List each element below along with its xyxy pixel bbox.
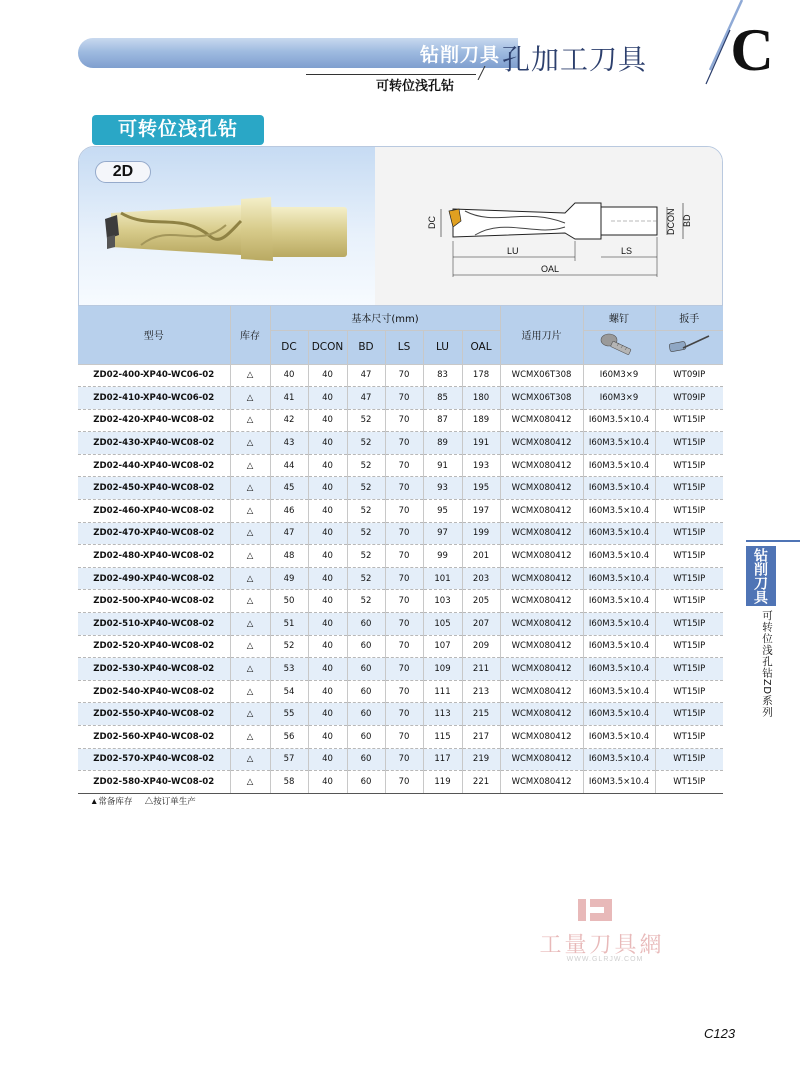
table-cell: 40 xyxy=(308,658,347,681)
table-cell: 70 xyxy=(385,567,423,590)
table-cell: WT15IP xyxy=(655,409,723,432)
table-cell: 40 xyxy=(270,364,308,387)
table-cell: 70 xyxy=(385,364,423,387)
dim-label-lu: LU xyxy=(507,246,519,256)
table-cell: 107 xyxy=(423,635,462,658)
drill-photo-icon xyxy=(101,191,361,271)
table-row xyxy=(78,500,723,523)
table-cell: 40 xyxy=(308,590,347,613)
table-cell: 53 xyxy=(270,658,308,681)
table-cell: 52 xyxy=(347,567,385,590)
table-cell: ZD02-540-XP40-WC08-02 xyxy=(78,680,230,703)
table-cell: WT15IP xyxy=(655,454,723,477)
table-cell: WT15IP xyxy=(655,613,723,636)
table-cell: 70 xyxy=(385,432,423,455)
table-row xyxy=(78,522,723,545)
table-cell: △ xyxy=(230,522,270,545)
table-cell: 70 xyxy=(385,500,423,523)
table-cell: 70 xyxy=(385,454,423,477)
table-cell: ZD02-410-XP40-WC06-02 xyxy=(78,387,230,410)
table-cell: 70 xyxy=(385,590,423,613)
legend-in-stock: ▲常备库存 xyxy=(90,796,133,806)
table-cell: 52 xyxy=(347,590,385,613)
depth-badge: 2D xyxy=(95,161,151,183)
table-cell: 51 xyxy=(270,613,308,636)
dimension-diagram-area xyxy=(375,147,723,306)
table-cell: 40 xyxy=(308,748,347,771)
table-row xyxy=(78,703,723,726)
table-cell: I60M3.5×10.4 xyxy=(583,545,655,568)
table-cell: 209 xyxy=(462,635,500,658)
table-cell: 211 xyxy=(462,658,500,681)
table-cell: 70 xyxy=(385,613,423,636)
table-cell: 97 xyxy=(423,522,462,545)
table-cell: 52 xyxy=(347,545,385,568)
table-cell: 99 xyxy=(423,545,462,568)
table-cell: 56 xyxy=(270,726,308,749)
table-cell: 189 xyxy=(462,409,500,432)
table-cell: △ xyxy=(230,387,270,410)
table-cell: 70 xyxy=(385,409,423,432)
col-header-bd: BD xyxy=(347,330,385,364)
table-cell: 70 xyxy=(385,545,423,568)
table-cell: 70 xyxy=(385,680,423,703)
table-cell: 47 xyxy=(347,387,385,410)
table-cell: △ xyxy=(230,364,270,387)
stock-legend xyxy=(90,795,290,809)
table-cell: 178 xyxy=(462,364,500,387)
table-cell: 52 xyxy=(347,500,385,523)
product-spec-table xyxy=(78,306,723,794)
table-cell: 40 xyxy=(308,680,347,703)
table-cell: 40 xyxy=(308,703,347,726)
table-cell: 111 xyxy=(423,680,462,703)
table-cell: 60 xyxy=(347,771,385,794)
table-cell: I60M3.5×10.4 xyxy=(583,522,655,545)
table-cell: 43 xyxy=(270,432,308,455)
screw-icon-cell xyxy=(583,330,655,364)
table-cell: 52 xyxy=(347,522,385,545)
table-cell: 103 xyxy=(423,590,462,613)
table-cell: 180 xyxy=(462,387,500,410)
col-header-dc: DC xyxy=(270,330,308,364)
header-subtitle: 可转位浅孔钻 xyxy=(376,78,455,93)
table-cell: ZD02-420-XP40-WC08-02 xyxy=(78,409,230,432)
col-header-oal: OAL xyxy=(462,330,500,364)
table-cell: 60 xyxy=(347,658,385,681)
table-row xyxy=(78,771,723,794)
table-cell: △ xyxy=(230,409,270,432)
table-cell: WCMX080412 xyxy=(500,522,583,545)
table-cell: WT09IP xyxy=(655,387,723,410)
table-cell: 70 xyxy=(385,387,423,410)
table-cell: 50 xyxy=(270,590,308,613)
table-cell: WCMX080412 xyxy=(500,748,583,771)
table-cell: 42 xyxy=(270,409,308,432)
table-cell: △ xyxy=(230,500,270,523)
table-cell: 70 xyxy=(385,771,423,794)
watermark-logo-icon xyxy=(576,895,616,925)
table-cell: 213 xyxy=(462,680,500,703)
table-cell: ZD02-470-XP40-WC08-02 xyxy=(78,522,230,545)
table-cell: WCMX080412 xyxy=(500,477,583,500)
table-cell: WCMX080412 xyxy=(500,771,583,794)
table-cell: 60 xyxy=(347,680,385,703)
table-cell: 195 xyxy=(462,477,500,500)
table-cell: WCMX080412 xyxy=(500,658,583,681)
table-row xyxy=(78,409,723,432)
table-cell: 40 xyxy=(308,409,347,432)
table-cell: WT15IP xyxy=(655,567,723,590)
table-cell: WCMX080412 xyxy=(500,613,583,636)
table-row xyxy=(78,748,723,771)
table-cell: 40 xyxy=(308,500,347,523)
table-cell: △ xyxy=(230,545,270,568)
table-cell: 52 xyxy=(347,409,385,432)
table-cell: 40 xyxy=(308,613,347,636)
table-cell: I60M3.5×10.4 xyxy=(583,454,655,477)
table-cell: △ xyxy=(230,454,270,477)
col-header-dcon: DCON xyxy=(308,330,347,364)
chapter-letter: C xyxy=(730,17,774,83)
table-row xyxy=(78,635,723,658)
table-cell: 57 xyxy=(270,748,308,771)
table-row xyxy=(78,387,723,410)
table-cell: △ xyxy=(230,748,270,771)
table-cell: WCMX080412 xyxy=(500,409,583,432)
table-cell: I60M3.5×10.4 xyxy=(583,567,655,590)
table-cell: ZD02-530-XP40-WC08-02 xyxy=(78,658,230,681)
table-cell: 193 xyxy=(462,454,500,477)
table-cell: 207 xyxy=(462,613,500,636)
table-row xyxy=(78,364,723,387)
table-cell: 70 xyxy=(385,635,423,658)
table-cell: 215 xyxy=(462,703,500,726)
table-cell: 40 xyxy=(308,771,347,794)
table-cell: I60M3×9 xyxy=(583,364,655,387)
table-cell: 85 xyxy=(423,387,462,410)
table-cell: 199 xyxy=(462,522,500,545)
table-cell: WCMX080412 xyxy=(500,590,583,613)
screw-icon xyxy=(599,332,639,360)
table-cell: 40 xyxy=(308,454,347,477)
table-cell: 117 xyxy=(423,748,462,771)
table-cell: △ xyxy=(230,477,270,500)
table-cell: WCMX080412 xyxy=(500,703,583,726)
table-cell: 83 xyxy=(423,364,462,387)
table-cell: 191 xyxy=(462,432,500,455)
table-cell: WT15IP xyxy=(655,703,723,726)
table-cell: I60M3×9 xyxy=(583,387,655,410)
table-cell: 47 xyxy=(270,522,308,545)
table-cell: △ xyxy=(230,590,270,613)
table-cell: WT15IP xyxy=(655,432,723,455)
table-cell: △ xyxy=(230,567,270,590)
table-cell: △ xyxy=(230,680,270,703)
table-cell: ZD02-550-XP40-WC08-02 xyxy=(78,703,230,726)
table-cell: △ xyxy=(230,658,270,681)
table-cell: WCMX080412 xyxy=(500,680,583,703)
table-cell: WT15IP xyxy=(655,726,723,749)
table-cell: I60M3.5×10.4 xyxy=(583,771,655,794)
table-cell: WCMX080412 xyxy=(500,635,583,658)
table-cell: 52 xyxy=(347,477,385,500)
table-cell: WT15IP xyxy=(655,748,723,771)
table-cell: 119 xyxy=(423,771,462,794)
wrench-icon-cell xyxy=(655,330,723,364)
table-cell: I60M3.5×10.4 xyxy=(583,658,655,681)
side-series-label: 可转位浅孔钻ZD系列 xyxy=(761,610,773,718)
table-cell: 46 xyxy=(270,500,308,523)
col-header-lu: LU xyxy=(423,330,462,364)
table-cell: 55 xyxy=(270,703,308,726)
dim-label-oal: OAL xyxy=(541,264,560,274)
table-row xyxy=(78,545,723,568)
table-cell: 115 xyxy=(423,726,462,749)
table-cell: WCMX080412 xyxy=(500,454,583,477)
side-tab-line xyxy=(746,540,800,542)
legend-to-order: △按订单生产 xyxy=(144,796,196,806)
table-cell: I60M3.5×10.4 xyxy=(583,680,655,703)
table-cell: 70 xyxy=(385,522,423,545)
side-tab-category[interactable]: 钻削刀具 xyxy=(746,546,776,606)
wrench-icon xyxy=(665,332,713,360)
table-cell: WT15IP xyxy=(655,590,723,613)
table-cell: 52 xyxy=(347,454,385,477)
dim-label-bd: BD xyxy=(682,214,692,227)
table-cell: WCMX080412 xyxy=(500,500,583,523)
table-cell: △ xyxy=(230,703,270,726)
table-row xyxy=(78,680,723,703)
table-cell: 197 xyxy=(462,500,500,523)
dimension-diagram xyxy=(415,187,695,287)
watermark-text: 工量刀具網 xyxy=(539,933,665,958)
table-cell: 60 xyxy=(347,635,385,658)
dim-label-ls: LS xyxy=(621,246,633,256)
table-cell: 91 xyxy=(423,454,462,477)
page-number: C123 xyxy=(704,1026,736,1041)
table-cell: 109 xyxy=(423,658,462,681)
table-cell: 70 xyxy=(385,477,423,500)
table-cell: I60M3.5×10.4 xyxy=(583,409,655,432)
table-cell: WCMX080412 xyxy=(500,545,583,568)
table-cell: 93 xyxy=(423,477,462,500)
table-row xyxy=(78,658,723,681)
table-cell: ZD02-580-XP40-WC08-02 xyxy=(78,771,230,794)
table-cell: WCMX080412 xyxy=(500,567,583,590)
table-cell: △ xyxy=(230,432,270,455)
col-header-screw: 螺钉 xyxy=(583,306,655,330)
table-cell: 44 xyxy=(270,454,308,477)
table-row xyxy=(78,477,723,500)
table-cell: 101 xyxy=(423,567,462,590)
table-cell: ZD02-560-XP40-WC08-02 xyxy=(78,726,230,749)
table-cell: 87 xyxy=(423,409,462,432)
table-cell: 219 xyxy=(462,748,500,771)
table-cell: ZD02-460-XP40-WC08-02 xyxy=(78,500,230,523)
table-cell: 40 xyxy=(308,635,347,658)
table-cell: 221 xyxy=(462,771,500,794)
table-row xyxy=(78,567,723,590)
table-cell: 40 xyxy=(308,387,347,410)
table-cell: 203 xyxy=(462,567,500,590)
table-cell: △ xyxy=(230,635,270,658)
spec-table-body xyxy=(78,364,723,793)
table-cell: 47 xyxy=(347,364,385,387)
table-cell: WCMX06T308 xyxy=(500,387,583,410)
table-cell: 60 xyxy=(347,726,385,749)
table-cell: WT15IP xyxy=(655,658,723,681)
table-cell: I60M3.5×10.4 xyxy=(583,635,655,658)
table-cell: I60M3.5×10.4 xyxy=(583,748,655,771)
table-cell: 113 xyxy=(423,703,462,726)
table-cell: I60M3.5×10.4 xyxy=(583,613,655,636)
table-cell: I60M3.5×10.4 xyxy=(583,703,655,726)
table-cell: ZD02-510-XP40-WC08-02 xyxy=(78,613,230,636)
table-cell: 41 xyxy=(270,387,308,410)
header-title: 孔加工刀具 xyxy=(502,44,648,75)
table-cell: I60M3.5×10.4 xyxy=(583,590,655,613)
table-cell: WT15IP xyxy=(655,477,723,500)
table-cell: 40 xyxy=(308,726,347,749)
table-cell: 40 xyxy=(308,522,347,545)
table-cell: △ xyxy=(230,726,270,749)
table-cell: WCMX080412 xyxy=(500,726,583,749)
table-cell: WT15IP xyxy=(655,635,723,658)
table-cell: ZD02-570-XP40-WC08-02 xyxy=(78,748,230,771)
table-cell: 205 xyxy=(462,590,500,613)
table-row xyxy=(78,613,723,636)
table-cell: 70 xyxy=(385,748,423,771)
table-cell: WT15IP xyxy=(655,500,723,523)
table-cell: 89 xyxy=(423,432,462,455)
table-cell: ZD02-480-XP40-WC08-02 xyxy=(78,545,230,568)
table-cell: 45 xyxy=(270,477,308,500)
dim-label-dc: DC xyxy=(427,216,437,229)
table-cell: 201 xyxy=(462,545,500,568)
table-cell: 70 xyxy=(385,703,423,726)
table-cell: 58 xyxy=(270,771,308,794)
table-cell: △ xyxy=(230,771,270,794)
table-row xyxy=(78,454,723,477)
table-cell: 54 xyxy=(270,680,308,703)
col-header-stock: 库存 xyxy=(230,306,270,364)
table-cell: 60 xyxy=(347,703,385,726)
header-category: 钻削刀具 xyxy=(419,45,500,66)
table-cell: 40 xyxy=(308,432,347,455)
table-cell: I60M3.5×10.4 xyxy=(583,477,655,500)
table-cell: ZD02-520-XP40-WC08-02 xyxy=(78,635,230,658)
table-cell: 40 xyxy=(308,364,347,387)
watermark-url: WWW.GLRJW.COM xyxy=(566,956,644,963)
table-cell: I60M3.5×10.4 xyxy=(583,432,655,455)
table-cell: ZD02-450-XP40-WC08-02 xyxy=(78,477,230,500)
table-cell: 52 xyxy=(347,432,385,455)
table-cell: 95 xyxy=(423,500,462,523)
dim-label-dcon: DCON xyxy=(666,208,676,235)
col-header-model: 型号 xyxy=(78,306,230,364)
table-cell: 70 xyxy=(385,726,423,749)
table-cell: 49 xyxy=(270,567,308,590)
table-cell: WT09IP xyxy=(655,364,723,387)
table-row xyxy=(78,432,723,455)
col-header-insert: 适用刀片 xyxy=(500,306,583,364)
table-cell: 52 xyxy=(270,635,308,658)
section-title: 可转位浅孔钻 xyxy=(92,115,264,145)
table-cell: WT15IP xyxy=(655,771,723,794)
table-cell: I60M3.5×10.4 xyxy=(583,726,655,749)
table-cell: I60M3.5×10.4 xyxy=(583,500,655,523)
table-cell: ZD02-400-XP40-WC06-02 xyxy=(78,364,230,387)
col-header-wrench: 扳手 xyxy=(655,306,723,330)
table-cell: ZD02-440-XP40-WC08-02 xyxy=(78,454,230,477)
table-cell: 48 xyxy=(270,545,308,568)
table-cell: 60 xyxy=(347,613,385,636)
table-cell: ZD02-430-XP40-WC08-02 xyxy=(78,432,230,455)
table-cell: 105 xyxy=(423,613,462,636)
col-header-basic-dims: 基本尺寸(mm) xyxy=(270,306,500,330)
table-cell: ZD02-490-XP40-WC08-02 xyxy=(78,567,230,590)
table-cell: ZD02-500-XP40-WC08-02 xyxy=(78,590,230,613)
table-cell: △ xyxy=(230,613,270,636)
table-cell: 217 xyxy=(462,726,500,749)
table-cell: WCMX06T308 xyxy=(500,364,583,387)
col-header-ls: LS xyxy=(385,330,423,364)
table-cell: 40 xyxy=(308,545,347,568)
table-cell: 60 xyxy=(347,748,385,771)
table-row xyxy=(78,726,723,749)
table-row xyxy=(78,590,723,613)
table-cell: 40 xyxy=(308,477,347,500)
table-cell: WT15IP xyxy=(655,522,723,545)
table-cell: WT15IP xyxy=(655,680,723,703)
table-cell: WT15IP xyxy=(655,545,723,568)
product-image-panel xyxy=(78,146,723,306)
table-cell: 40 xyxy=(308,567,347,590)
product-photo-area xyxy=(79,147,375,306)
table-cell: 70 xyxy=(385,658,423,681)
table-cell: WCMX080412 xyxy=(500,432,583,455)
